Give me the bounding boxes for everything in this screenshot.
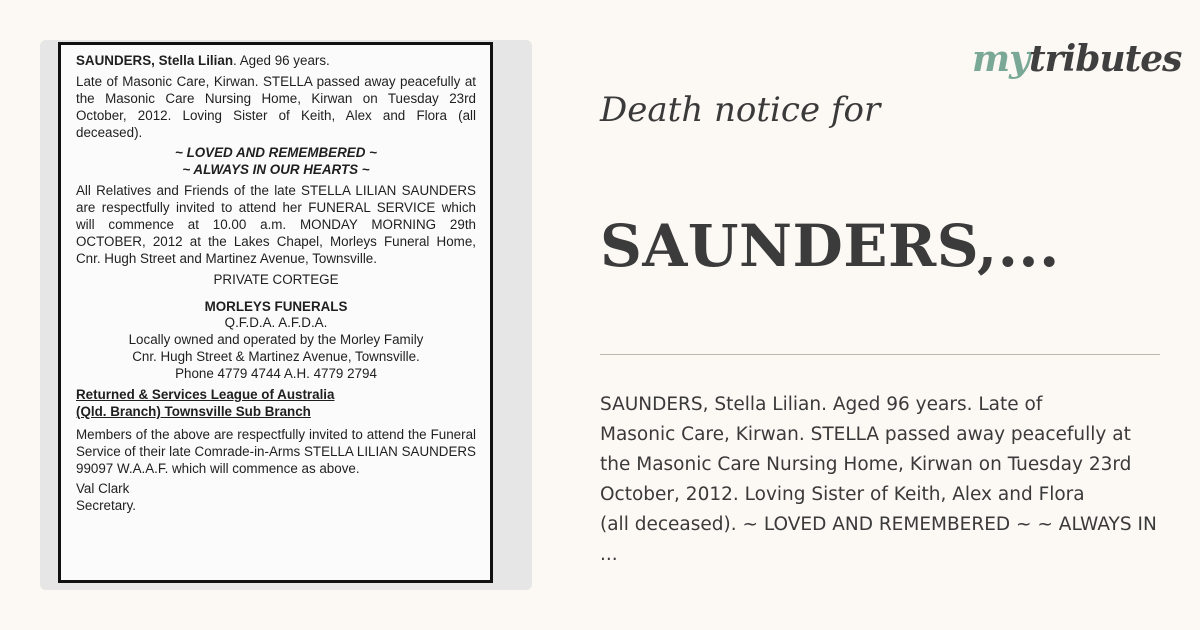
notice-private-cortege: PRIVATE CORTEGE — [213, 271, 339, 287]
page-subtitle: Death notice for — [600, 90, 881, 130]
funeral-home-phone: Phone 4779 4744 A.H. 4779 2794 — [175, 366, 377, 382]
signatory-name: Val Clark — [76, 481, 130, 497]
notice-verse-1: ~ LOVED AND REMEMBERED ~ — [175, 145, 377, 161]
funeral-home-qualifications: Q.F.D.A. A.F.D.A. — [224, 315, 328, 331]
funeral-home-line-1: Locally owned and operated by the Morley Family — [128, 332, 424, 348]
newspaper-notice — [58, 42, 493, 583]
rsl-heading-1: Returned & Services League of Australia — [76, 387, 335, 403]
deceased-name: SAUNDERS,... — [600, 212, 1060, 280]
notice-excerpt: SAUNDERS, Stella Lilian. Aged 96 years. Late of Masonic Care, Kirwan. STELLA passed away peacefully at the Masonic Care Nursing Home, Kirwan on Tuesday 23rd October, 2012. Loving Sister of Keith, Alex and Flora (all deceased). ~ LOVED AND REMEMBERED ~ ~ ALWAYS IN ... — [600, 394, 1157, 565]
notice-verse-2: ~ ALWAYS IN OUR HEARTS ~ — [182, 162, 370, 178]
notice-image — [40, 40, 532, 590]
notice-paragraph-1: Late of Masonic Care, Kirwan. STELLA passed away peacefully at the Masonic Care Nursing Home, Kirwan on Tuesday 23rd October, 2012. Loving Sister of Keith, Alex and Flora (all deceased). — [76, 73, 476, 140]
notice-heading — [76, 53, 476, 70]
rsl-heading-2: (Qld. Branch) Townsville Sub Branch — [76, 403, 311, 419]
signatory-title: Secretary. — [76, 498, 137, 514]
notice-heading-name: SAUNDERS, Stella Lilian — [76, 53, 233, 68]
notice-paragraph-3: Members of the above are respectfully invited to attend the Funeral Service of their late Comrade-in-Arms STELLA LILIAN SAUNDERS 99097 W.A.A.F. which will commence as above. — [76, 426, 476, 476]
funeral-home-line-2: Cnr. Hugh Street & Martinez Avenue, Townsville. — [132, 349, 420, 365]
logo-tributes: tributes — [1029, 38, 1182, 80]
notice-paragraph-2: All Relatives and Friends of the late STELLA LILIAN SAUNDERS are respectfully invited to attend her FUNERAL SERVICE which will commence at 10.00 a.m. MONDAY MORNING 29th OCTOBER, 2012 at the Lakes Chapel, Morleys Funeral Home, Cnr. Hugh Street and Martinez Avenue, Townsville. — [76, 183, 476, 266]
mytributes-logo[interactable] — [972, 38, 1181, 80]
notice-heading-age: . Aged 96 years. — [233, 53, 330, 68]
divider — [600, 354, 1160, 355]
funeral-home-name: MORLEYS FUNERALS — [204, 298, 348, 314]
logo-my: my — [972, 38, 1030, 80]
